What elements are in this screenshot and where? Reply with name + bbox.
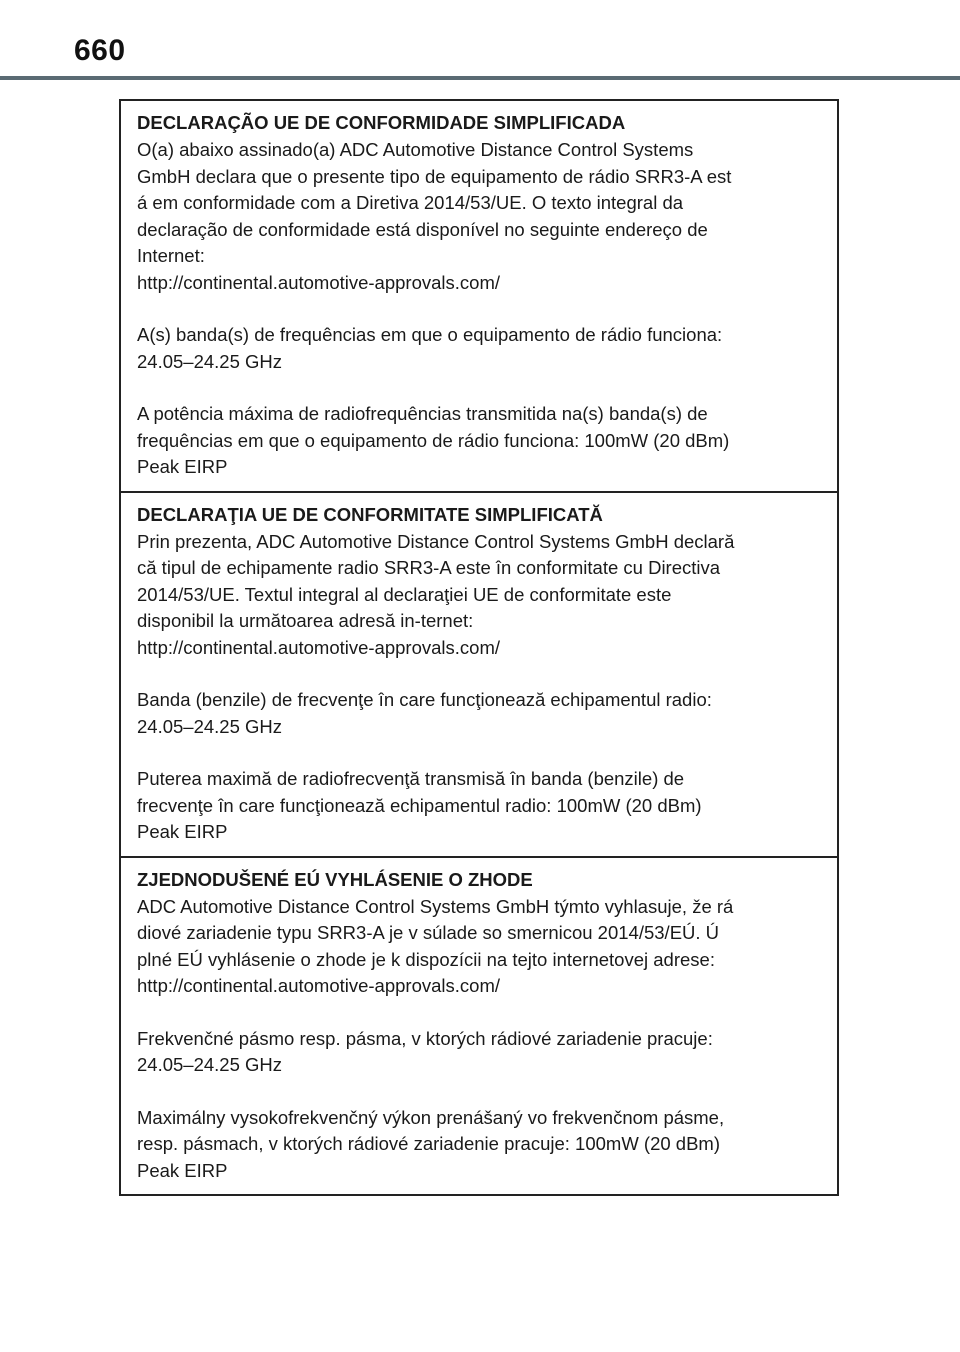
text-line: declaração de conformidade está disponível no seguinte endereço de [137, 218, 708, 240]
paragraph-max-power [137, 766, 823, 846]
url-line: http://continental.automotive-approvals.com/ [137, 636, 500, 658]
text-line: Frekvenčné pásmo resp. pásma, v ktorých rádiové zariadenie pracuje: [137, 1027, 713, 1049]
text-line: 24.05–24.25 GHz [137, 350, 283, 372]
text-line: A potência máxima de radiofrequências transmitida na(s) banda(s) de [137, 403, 708, 424]
text-line: Peak EIRP [137, 1159, 228, 1181]
declaration-section-pt [121, 101, 837, 493]
text-line: á em conformidade com a Diretiva 2014/53/UE. O texto integral da [137, 192, 684, 213]
section-title: ZJEDNODUŠENÉ EÚ VYHLÁSENIE O ZHODE [137, 868, 533, 890]
text-line: plné EÚ vyhlásenie o zhode je k dispozícii na tejto internetovej adrese: [137, 948, 715, 970]
url-line: http://continental.automotive-approvals.com/ [137, 271, 500, 293]
text-line: Peak EIRP [137, 456, 228, 477]
text-line: resp. pásmach, v ktorých rádiové zariadenie pracuje: 100mW (20 dBm) [137, 1133, 721, 1154]
text-line: că tipul de echipamente radio SRR3-A este în conformitate cu Directiva [137, 557, 721, 578]
header-rule [0, 76, 960, 80]
text-line: Maximálny vysokofrekvenčný výkon prenášaný vo frekvenčnom pásme, [137, 1106, 725, 1128]
text-line: diové zariadenie typu SRR3-A je v súlade so smernicou 2014/53/EÚ. Ú [137, 922, 720, 943]
text-line: disponibil la următoarea adresă in-ternet: [137, 610, 474, 631]
text-line: 24.05–24.25 GHz [137, 1054, 283, 1075]
text-line: Internet: [137, 245, 205, 266]
text-line: GmbH declara que o presente tipo de equipamento de rádio SRR3-A est [137, 165, 732, 187]
text-line: frequências em que o equipamento de rádio funciona: 100mW (20 dBm) [137, 429, 730, 451]
paragraph-declaration [137, 137, 823, 296]
text-line: ADC Automotive Distance Control Systems GmbH týmto vyhlasuje, že rá [137, 895, 734, 917]
paragraph-declaration [137, 529, 823, 662]
page-number: 660 [74, 34, 126, 67]
url-line: http://continental.automotive-approvals.com/ [137, 975, 500, 996]
text-line: O(a) abaixo assinado(a) ADC Automotive Distance Control Systems [137, 139, 694, 160]
text-line: Peak EIRP [137, 821, 228, 842]
text-line: 2014/53/UE. Textul integral al declaraţiei UE de conformitate este [137, 583, 672, 605]
text-line: Puterea maximă de radiofrecvenţă transmisă în banda (benzile) de [137, 768, 685, 789]
paragraph-frequency-band [137, 687, 823, 740]
text-line: 24.05–24.25 GHz [137, 715, 283, 737]
text-line: Banda (benzile) de frecvenţe în care funcţionează echipamentul radio: [137, 689, 712, 710]
section-title: DECLARAŢIA UE DE CONFORMITATE SIMPLIFICATĂ [137, 503, 603, 525]
paragraph-max-power [137, 1105, 823, 1185]
paragraph-max-power [137, 401, 823, 481]
text-line: frecvenţe în care funcţionează echipamentul radio: 100mW (20 dBm) [137, 794, 702, 816]
paragraph-frequency-band [137, 1026, 823, 1079]
paragraph-declaration [137, 894, 823, 1000]
text-line: A(s) banda(s) de frequências em que o equipamento de rádio funciona: [137, 324, 723, 345]
declaration-section-ro [121, 493, 837, 858]
text-line: Prin prezenta, ADC Automotive Distance Control Systems GmbH declară [137, 530, 735, 552]
declaration-table [119, 99, 839, 1196]
section-title: DECLARAÇÃO UE DE CONFORMIDADE SIMPLIFICADA [137, 112, 626, 133]
declaration-section-sk [121, 858, 837, 1195]
paragraph-frequency-band [137, 322, 823, 375]
